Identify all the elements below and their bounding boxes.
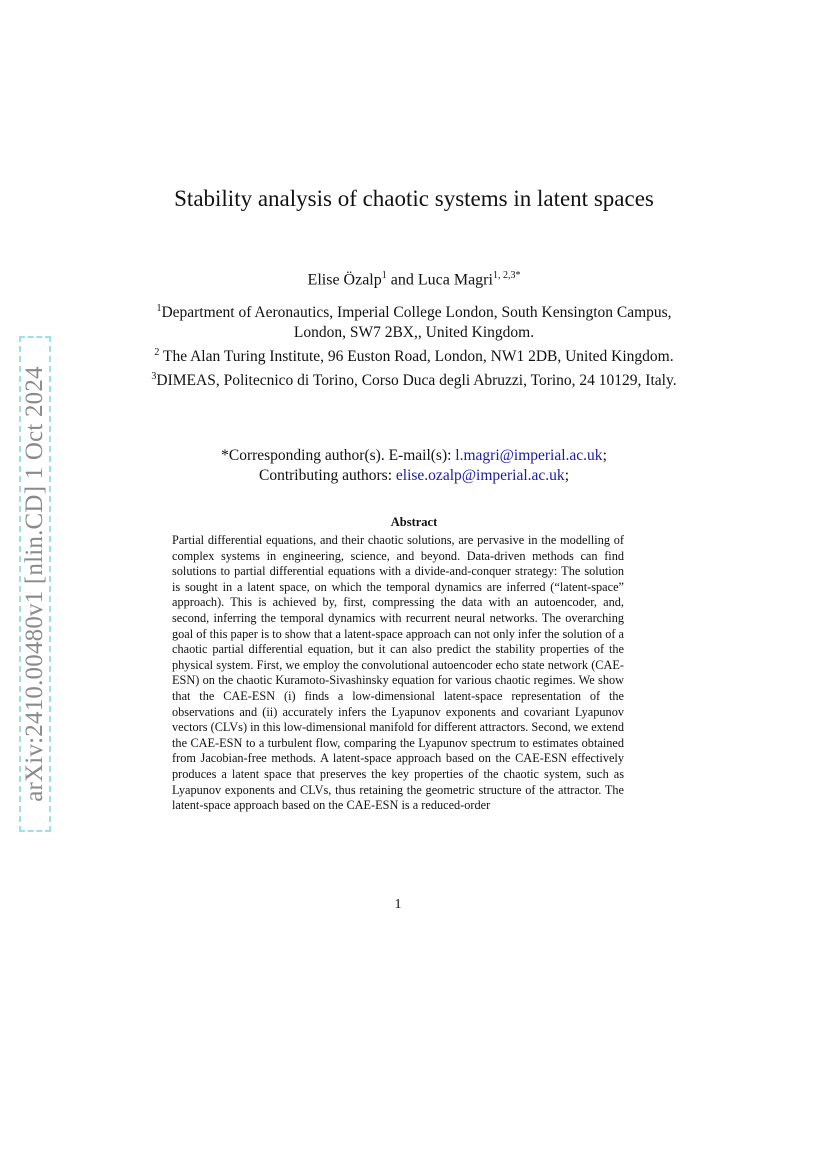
corresponding-author-line bbox=[140, 446, 688, 466]
affiliation-number: 3 bbox=[151, 371, 157, 383]
abstract-heading: Abstract bbox=[390, 515, 438, 529]
author-connector: and bbox=[386, 271, 418, 289]
affiliation bbox=[140, 343, 688, 367]
author-name: Luca Magri bbox=[417, 271, 493, 289]
affiliations bbox=[140, 299, 688, 391]
contributing-email-link[interactable]: elise.ozalp@imperial.ac.uk bbox=[395, 467, 565, 484]
contributing-suffix: ; bbox=[564, 467, 569, 484]
affiliation bbox=[140, 367, 688, 391]
author-affiliation-mark: 1 bbox=[381, 270, 387, 281]
contributing-label: Contributing authors: bbox=[258, 467, 396, 484]
affiliation-text: DIMEAS, Politecnico di Torino, Corso Duca degli Abruzzi, Torino, 24 10129, Italy. bbox=[156, 372, 677, 390]
correspondence-block bbox=[140, 446, 688, 486]
author-affiliation-mark: 1, 2,3* bbox=[492, 270, 521, 281]
arxiv-side-stamp bbox=[19, 336, 51, 832]
affiliation bbox=[140, 299, 688, 343]
abstract-body: Partial differential equations, and their chaotic solutions, are pervasive in the modelling of complex systems in engineering, science, and beyond. Data-driven methods can find solutions to partial differential equations with a divide-and-conquer strategy: The solution is sought in a latent space, on which the temporal dynamics are inferred (“latent-space” approach). This is achieved by, first, compressing the data with an autoencoder, and, second, inferring the temporal dynamics with recurrent neural networks. The overarching goal of this paper is to show that a latent-space approach can not only infer the solution of a chaotic partial differential equation, but it can also predict the stability properties of the physical system. First, we employ the convolutional autoencoder echo state network (CAE-ESN) on the chaotic Kuramoto-Sivashinsky equation for various chaotic regimes. We show that the CAE-ESN (i) finds a low-dimensional latent-space representation of the observations and (ii) accurately infers the Lyapunov exponents and covariant Lyapunov vectors (CLVs) in this low-dimensional manifold for different attractors. Second, we extend the CAE-ESN to a turbulent flow, comparing the Lyapunov spectrum to estimates obtained from Jacobian-free methods. A latent-space approach based on the CAE-ESN effectively produces a latent space that preserves the key properties of the chaotic system, such as Lyapunov exponents and CLVs, thus retaining the geometric structure of the attractor. The latent-space approach based on the CAE-ESN is a reduced-order bbox=[172, 533, 624, 813]
corresponding-label: *Corresponding author(s). E-mail(s): bbox=[221, 447, 456, 464]
affiliation-text: The Alan Turing Institute, 96 Euston Road, London, NW1 2DB, United Kingdom. bbox=[159, 348, 674, 366]
author-name: Elise Özalp bbox=[307, 271, 382, 289]
paper-title: Stability analysis of chaotic systems in latent spaces bbox=[174, 186, 654, 211]
affiliation-number: 1 bbox=[156, 303, 162, 314]
corresponding-email-link[interactable]: l.magri@imperial.ac.uk bbox=[455, 447, 603, 464]
contributing-authors-line bbox=[140, 466, 688, 486]
affiliation-number: 2 bbox=[154, 347, 160, 359]
corresponding-suffix: ; bbox=[602, 447, 607, 464]
arxiv-identifier: arXiv:2410.00480v1 [nlin.CD] 1 Oct 2024 bbox=[21, 366, 48, 802]
affiliation-text: Department of Aeronautics, Imperial College London, South Kensington Campus, London, SW7 2BX,, United Kingdom. bbox=[161, 304, 672, 342]
page-number: 1 bbox=[394, 897, 402, 912]
author-line bbox=[140, 270, 688, 289]
